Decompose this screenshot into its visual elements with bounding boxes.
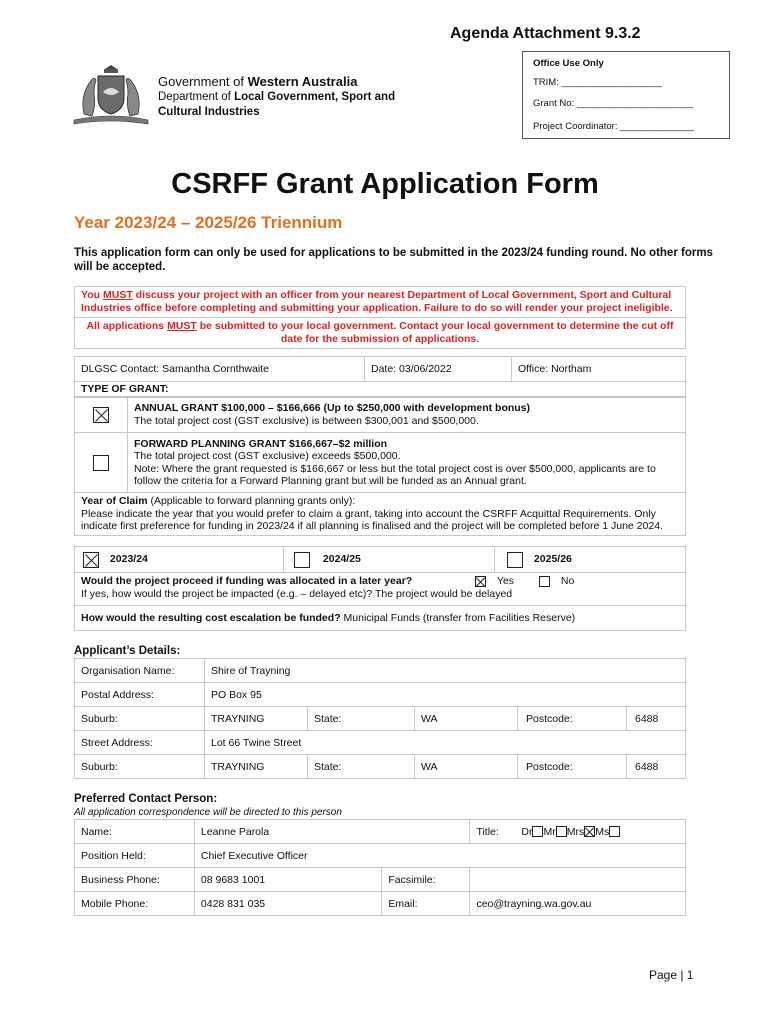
- dlgsc-contact: DLGSC Contact: Samantha Cornthwaite: [75, 357, 365, 382]
- office-use-box: [522, 51, 730, 139]
- consult-warning: [75, 287, 685, 317]
- title-mr-label: Mr: [543, 825, 556, 838]
- claim-2023-checkbox[interactable]: [83, 552, 99, 568]
- title-mrs-label: Mrs: [566, 825, 585, 838]
- later-no-label: No: [560, 575, 575, 587]
- warning-box: [74, 286, 686, 349]
- title-option[interactable]: [543, 826, 566, 838]
- applicant-details-heading: Applicant’s Details:: [74, 645, 181, 657]
- postal-postcode-label: Postcode:: [518, 707, 627, 731]
- later-yes-checkbox[interactable]: [475, 576, 486, 587]
- grant-type-table: [74, 397, 686, 493]
- later-no-checkbox[interactable]: [539, 576, 550, 587]
- forward-grant-description: [128, 433, 686, 493]
- agenda-attachment-label: Agenda Attachment 9.3.2: [450, 25, 641, 42]
- claim-year-label: 2024/25: [322, 553, 361, 566]
- form-title: CSRFF Grant Application Form: [171, 168, 599, 200]
- applicant-details-table: [74, 658, 686, 779]
- year-of-claim-text: Please indicate the year that you would prefer to claim a grant, taking into account the CSRFF Acquittal Requirements. Only indicate first preference for funding in 2023/24 if all planning is finalised and the project will be completed before 1 June 2024.: [81, 507, 663, 532]
- contact-person-note: All application correspondence will be directed to this person: [74, 807, 342, 818]
- forward-grant-criteria: The total project cost (GST exclusive) exceeds $500,000.: [134, 450, 401, 462]
- warning-emphasis: MUST: [167, 320, 197, 332]
- department-name: Local Government, Sport and Cultural Industries: [158, 91, 396, 118]
- contact-title-cell: [470, 820, 686, 844]
- later-yes-option[interactable]: [475, 575, 514, 588]
- claim-year-option[interactable]: [284, 547, 495, 573]
- annual-grant-title: ANNUAL GRANT $100,000 – $166,666 (Up to $250,000 with development bonus): [134, 402, 531, 414]
- warning-text: be submitted to your local government. Contact your local government to determine the cut off date for the submission of applications.: [196, 320, 674, 345]
- annual-grant-criteria: The total project cost (GST exclusive) is between $300,001 and $500,000.: [134, 415, 479, 427]
- later-yes-label: Yes: [496, 575, 515, 587]
- intro-text: This application form can only be used for applications to be submitted in the 2023/24 funding round. No other forms will be accepted.: [74, 247, 713, 273]
- forward-planning-checkbox[interactable]: [93, 455, 109, 471]
- forward-grant-note: Note: Where the grant requested is $166,667 or less but the total project cost is over $500,000, applicants are to follow the criteria for a Forward Planning grant but will be funded as an Annual grant.: [134, 462, 656, 487]
- postal-state-label: State:: [308, 707, 415, 731]
- contact-office: Office: Northam: [512, 357, 686, 382]
- year-of-claim-block: [74, 492, 686, 536]
- contact-name-value[interactable]: Leanne Parola: [194, 820, 470, 844]
- year-of-claim-heading: Year of Claim: [81, 495, 148, 507]
- grant-type-heading: TYPE OF GRANT:: [74, 381, 686, 397]
- postal-suburb-value[interactable]: TRAYNING: [205, 707, 308, 731]
- street-suburb-label: Suburb:: [75, 755, 205, 779]
- later-no-option[interactable]: [539, 575, 574, 588]
- postal-suburb-label: Suburb:: [75, 707, 205, 731]
- later-year-question: Would the project proceed if funding was allocated in a later year?: [81, 575, 413, 587]
- title-mr-checkbox[interactable]: [556, 826, 567, 837]
- claim-year-option[interactable]: [75, 547, 284, 573]
- annual-grant-checkbox[interactable]: [93, 407, 109, 423]
- submission-warning: [75, 317, 685, 348]
- street-address-label: Street Address:: [75, 731, 205, 755]
- title-ms-checkbox[interactable]: [609, 826, 620, 837]
- escalation-question: How would the resulting cost escalation be funded?: [81, 612, 341, 624]
- email-value[interactable]: ceo@trayning.wa.gov.au: [470, 892, 686, 916]
- forward-grant-title: FORWARD PLANNING GRANT $166,667–$2 million: [134, 437, 388, 450]
- title-option[interactable]: [595, 826, 620, 838]
- email-label: Email:: [382, 892, 470, 916]
- street-address-value[interactable]: Lot 66 Twine Street: [205, 731, 686, 755]
- government-line: [158, 74, 357, 89]
- department-prefix: Department of: [158, 91, 235, 103]
- title-dr-label: Dr: [521, 825, 533, 838]
- annual-grant-cell[interactable]: [75, 398, 128, 433]
- page-number: Page | 1: [649, 968, 694, 982]
- mobile-phone-label: Mobile Phone:: [75, 892, 195, 916]
- title-ms-label: Ms: [595, 825, 610, 838]
- warning-emphasis: MUST: [102, 289, 133, 301]
- contact-person-heading: Preferred Contact Person:: [74, 793, 218, 805]
- forward-grant-cell[interactable]: [75, 433, 128, 493]
- title-option[interactable]: [567, 826, 596, 838]
- later-year-followup: If yes, how would the project be impacted (e.g. – delayed etc)? The project would be delayed: [81, 588, 513, 600]
- postal-address-value[interactable]: PO Box 95: [205, 683, 686, 707]
- claim-years-table: [74, 546, 686, 573]
- street-state-value[interactable]: WA: [415, 755, 518, 779]
- street-suburb-value[interactable]: TRAYNING: [205, 755, 308, 779]
- department-line: [158, 90, 408, 120]
- title-dr-checkbox[interactable]: [532, 826, 543, 837]
- escalation-answer: Municipal Funds (transfer from Facilities Reserve): [340, 612, 576, 624]
- state-name: Western Australia: [247, 74, 358, 89]
- street-state-label: State:: [308, 755, 415, 779]
- postal-address-label: Postal Address:: [75, 683, 205, 707]
- project-coordinator-field: Project Coordinator: ______________: [533, 121, 695, 132]
- claim-2025-checkbox[interactable]: [507, 552, 523, 568]
- business-phone-value[interactable]: 08 9683 1001: [194, 868, 381, 892]
- grant-no-field: Grant No: ______________________: [533, 98, 694, 109]
- trim-field: TRIM: ___________________: [533, 77, 662, 88]
- annual-grant-description: [128, 398, 686, 433]
- office-use-title: Office Use Only: [533, 58, 604, 69]
- facsimile-label: Facsimile:: [382, 868, 470, 892]
- claim-year-option[interactable]: [495, 547, 686, 573]
- contact-date: Date: 03/06/2022: [365, 357, 512, 382]
- later-year-block: [74, 572, 686, 606]
- org-name-label: Organisation Name:: [75, 659, 205, 683]
- position-label: Position Held:: [75, 844, 195, 868]
- contact-person-table: [74, 819, 686, 916]
- org-name-value[interactable]: Shire of Trayning: [205, 659, 686, 683]
- claim-2024-checkbox[interactable]: [294, 552, 310, 568]
- street-postcode-value[interactable]: 6488: [627, 755, 686, 779]
- escalation-block: [74, 606, 686, 631]
- contact-title-label: Title:: [476, 825, 499, 838]
- triennium-heading: Year 2023/24 – 2025/26 Triennium: [74, 213, 343, 232]
- warning-text: All applications: [86, 320, 168, 332]
- year-of-claim-note: (Applicable to forward planning grants only):: [147, 495, 356, 507]
- warning-text: discuss your project with an officer from your nearest Department of Local Government, Sport and Cultural Industries office before completing and submitting your application. Failure to do so will render your project ineligible.: [81, 289, 673, 314]
- contact-name-label: Name:: [75, 820, 195, 844]
- postal-postcode-value[interactable]: 6488: [627, 707, 686, 731]
- business-phone-label: Business Phone:: [75, 868, 195, 892]
- government-prefix: Government of: [158, 74, 248, 89]
- postal-state-value[interactable]: WA: [415, 707, 518, 731]
- facsimile-value[interactable]: [470, 868, 686, 892]
- warning-text: You: [81, 289, 103, 301]
- position-value[interactable]: Chief Executive Officer: [194, 844, 685, 868]
- mobile-phone-value[interactable]: 0428 831 035: [194, 892, 381, 916]
- claim-year-label: 2023/24: [109, 553, 148, 566]
- title-mrs-checkbox[interactable]: [584, 826, 595, 837]
- claim-year-label: 2025/26: [533, 553, 572, 566]
- street-postcode-label: Postcode:: [518, 755, 627, 779]
- wa-coat-of-arms-icon: [70, 62, 152, 128]
- dlgsc-contact-table: [74, 356, 686, 382]
- title-option[interactable]: [521, 826, 543, 838]
